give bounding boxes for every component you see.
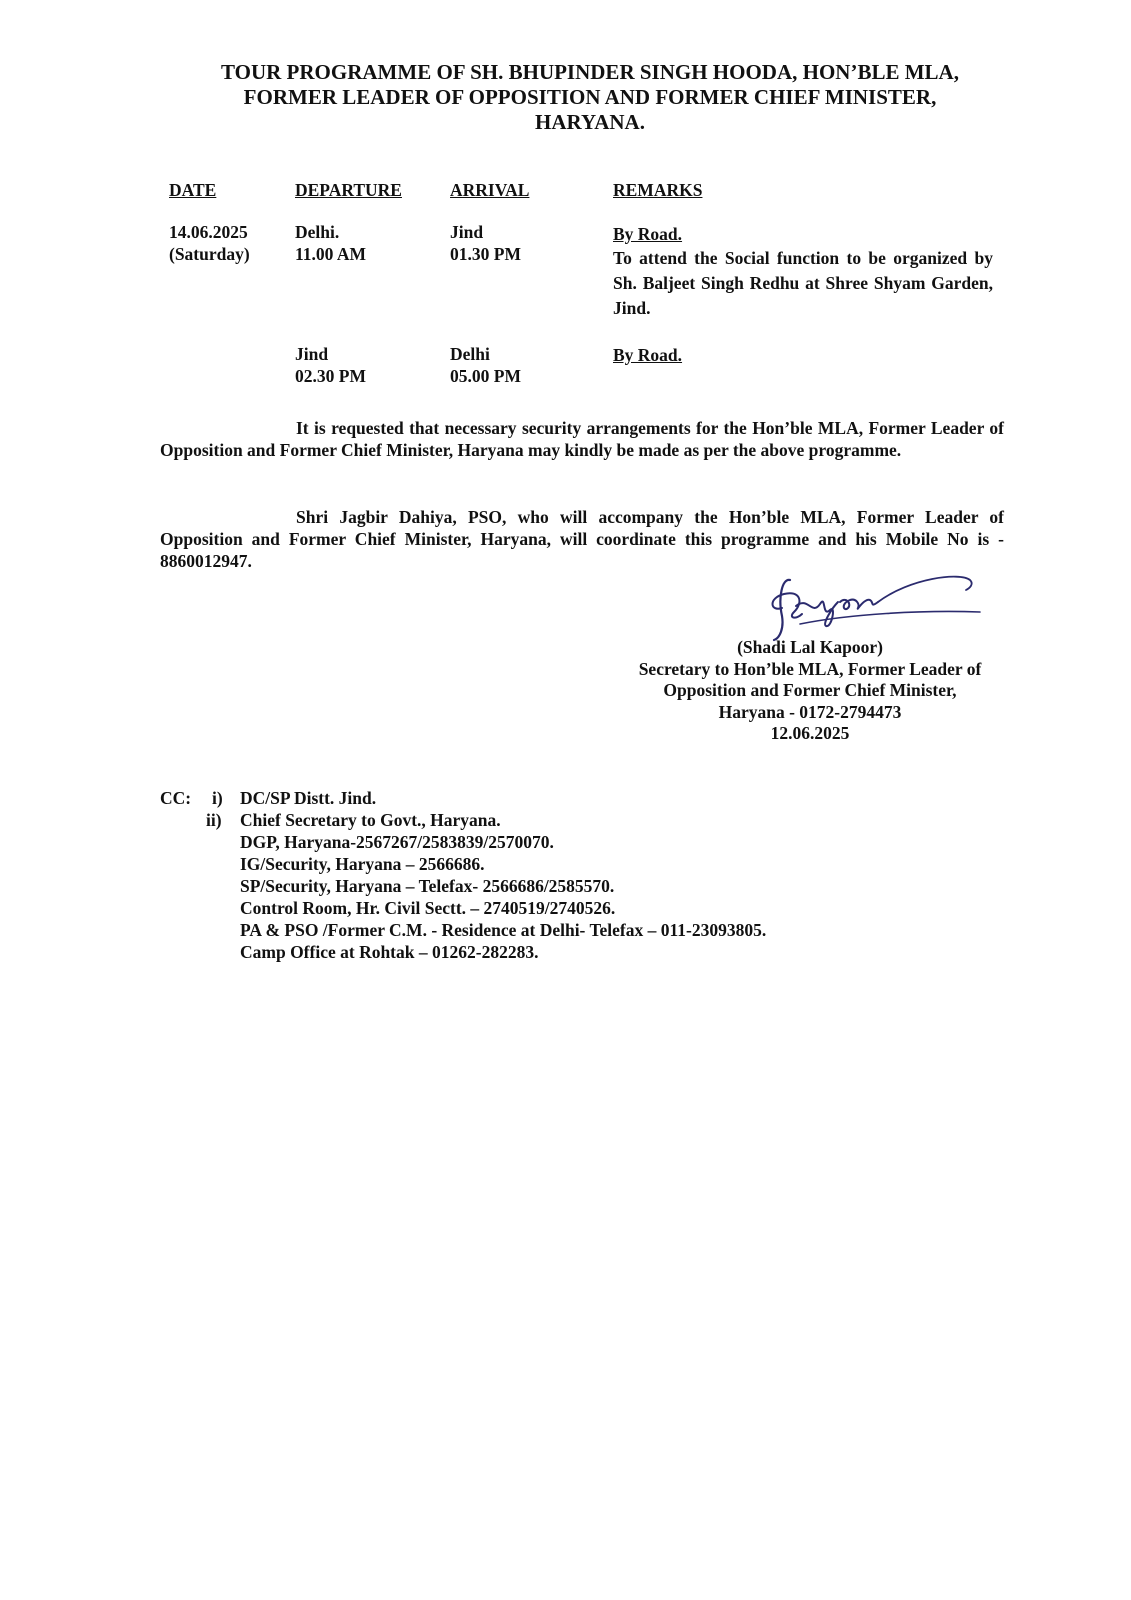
row1-departure-place: Delhi. (295, 222, 340, 242)
row1-arrival-place: Jind (450, 222, 484, 242)
row1-day: (Saturday) (169, 244, 250, 264)
row2-departure-time: 02.30 PM (295, 366, 366, 386)
header-remarks: REMARKS (613, 180, 703, 200)
row1-date: 14.06.2025 (169, 222, 248, 242)
signatory-name: (Shadi Lal Kapoor) (737, 637, 883, 657)
signatory-line-1: Secretary to Hon’ble MLA, Former Leader of (638, 658, 982, 679)
signatory-date: 12.06.2025 (770, 723, 850, 743)
row2-arrival-time: 05.00 PM (450, 366, 521, 386)
cc-item-text: Camp Office at Rohtak – 01262-282283. (240, 942, 539, 962)
row1-remark-mode: By Road. (613, 224, 683, 244)
header-arrival: ARRIVAL (450, 180, 530, 200)
paragraph-pso-coordination: Shri Jagbir Dahiya, PSO, who will accompany the Hon’ble MLA, Former Leader of Opposition and Former Chief Minister, Haryana, will coordinate this programme and his Mobile No is - 8860012947. (160, 507, 1004, 571)
cc-label: CC: (160, 788, 192, 808)
cc-item-text: IG/Security, Haryana – 2566686. (240, 854, 485, 874)
cc-item-text: DGP, Haryana-2567267/2583839/2570070. (240, 832, 554, 852)
row2-remark-mode: By Road. (613, 345, 683, 365)
title-line-1: TOUR PROGRAMME OF SH. BHUPINDER SINGH HOODA, HON’BLE MLA, (221, 60, 959, 84)
row1-remark-text: To attend the Social function to be organized by Sh. Baljeet Singh Redhu at Shree Shyam Garden, Jind. (613, 248, 993, 318)
signatory-line-2: Opposition and Former Chief Minister, (663, 680, 957, 700)
row2-arrival-place: Delhi (450, 344, 490, 364)
handwritten-signature (760, 568, 990, 643)
signature-text: Kapoor (760, 568, 764, 569)
signatory-line-3: Haryana - 0172-2794473 (718, 701, 902, 722)
header-date: DATE (169, 180, 217, 200)
cc-item-text: Control Room, Hr. Civil Sectt. – 2740519/2740526. (240, 898, 616, 918)
row2-departure-place: Jind (295, 344, 329, 364)
title-line-3: HARYANA. (535, 110, 645, 134)
row1-arrival-time: 01.30 PM (450, 244, 521, 264)
cc-item-text: Chief Secretary to Govt., Haryana. (240, 810, 501, 830)
cc-item-text: DC/SP Distt. Jind. (240, 788, 377, 808)
paragraph-security-request: It is requested that necessary security arrangements for the Hon’ble MLA, Former Leader of Opposition and Former Chief Minister, Haryana may kindly be made as per the above programme. (160, 418, 1004, 460)
cc-item-text: PA & PSO /Former C.M. - Residence at Delhi- Telefax – 011-23093805. (240, 920, 767, 940)
cc-item-number: i) (212, 788, 223, 808)
cc-item-number: ii) (206, 810, 222, 830)
title-line-2: FORMER LEADER OF OPPOSITION AND FORMER CHIEF MINISTER, (243, 85, 937, 109)
header-departure: DEPARTURE (295, 180, 402, 200)
signatory-block (600, 637, 1020, 745)
document-title (120, 60, 1060, 135)
cc-item-text: SP/Security, Haryana – Telefax- 2566686/2585570. (240, 876, 615, 896)
row1-departure-time: 11.00 AM (295, 244, 366, 264)
